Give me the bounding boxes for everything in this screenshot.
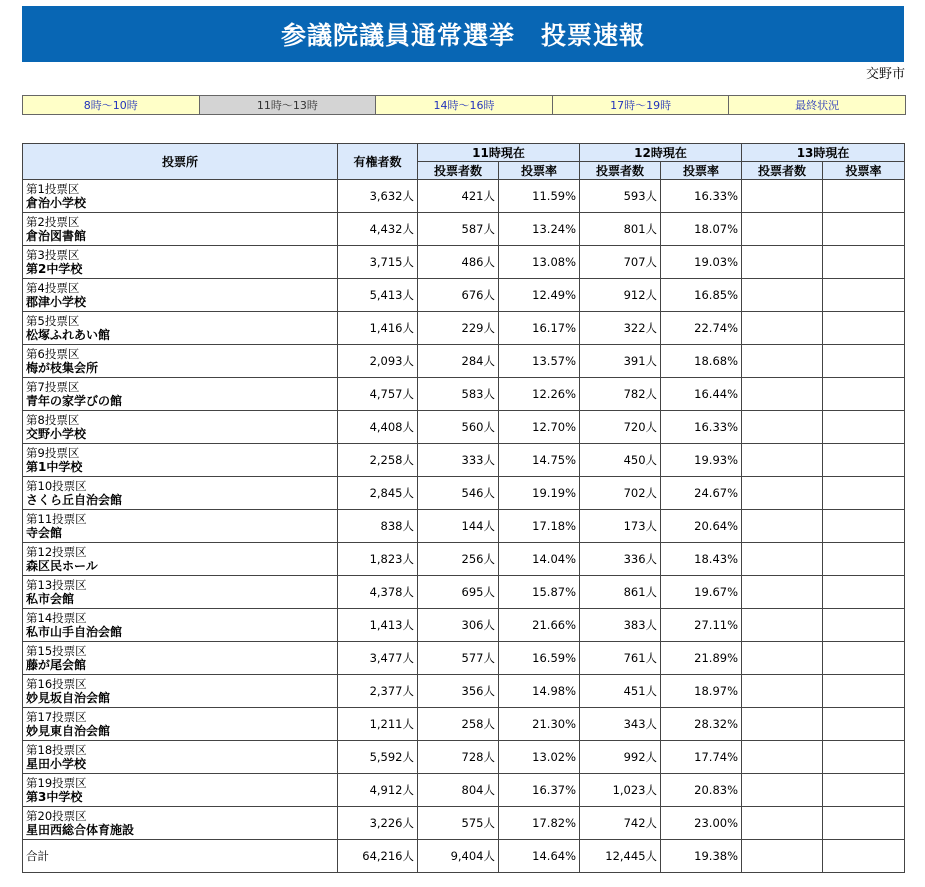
cell-r11: 13.02% <box>499 741 580 774</box>
cell-eligible: 64,216人 <box>338 840 418 873</box>
cell-r11: 21.66% <box>499 609 580 642</box>
place-cell <box>23 675 338 708</box>
cell-v12: 1,023人 <box>580 774 661 807</box>
precinct-number: 第8投票区 <box>26 413 80 427</box>
precinct-number: 第3投票区 <box>26 248 80 262</box>
cell-r13 <box>823 675 905 708</box>
cell-v12: 992人 <box>580 741 661 774</box>
header-group-11: 11時現在 <box>418 144 580 162</box>
tab-4[interactable]: 最終状況 <box>729 96 905 114</box>
header-voters: 投票者数 <box>742 162 823 180</box>
header-rate: 投票率 <box>661 162 742 180</box>
table-row <box>23 477 905 510</box>
cell-v12: 720人 <box>580 411 661 444</box>
table-row <box>23 510 905 543</box>
cell-v12: 173人 <box>580 510 661 543</box>
cell-r13 <box>823 807 905 840</box>
cell-r13 <box>823 444 905 477</box>
place-cell <box>23 279 338 312</box>
cell-v11: 676人 <box>418 279 499 312</box>
results-table <box>22 143 905 873</box>
precinct-number: 第6投票区 <box>26 347 80 361</box>
cell-r13 <box>823 180 905 213</box>
precinct-number: 第12投票区 <box>26 545 87 559</box>
polling-place-name: 藤が尾会館 <box>26 658 87 672</box>
cell-r12: 16.33% <box>661 180 742 213</box>
cell-v12: 801人 <box>580 213 661 246</box>
cell-v13 <box>742 576 823 609</box>
cell-r12: 19.38% <box>661 840 742 873</box>
cell-eligible: 4,432人 <box>338 213 418 246</box>
cell-v11: 284人 <box>418 345 499 378</box>
place-cell <box>23 378 338 411</box>
header-voters: 投票者数 <box>418 162 499 180</box>
polling-place-name: 私市山手自治会館 <box>26 625 123 639</box>
place-cell <box>23 444 338 477</box>
place-cell <box>23 609 338 642</box>
polling-place-name: 倉治小学校 <box>26 196 87 210</box>
precinct-number: 第2投票区 <box>26 215 80 229</box>
polling-place-name: 松塚ふれあい館 <box>26 328 111 342</box>
cell-r13 <box>823 510 905 543</box>
cell-eligible: 2,093人 <box>338 345 418 378</box>
cell-r12: 18.07% <box>661 213 742 246</box>
cell-eligible: 1,413人 <box>338 609 418 642</box>
place-cell <box>23 543 338 576</box>
place-cell <box>23 807 338 840</box>
precinct-number: 第10投票区 <box>26 479 87 493</box>
cell-r12: 18.97% <box>661 675 742 708</box>
cell-v11: 560人 <box>418 411 499 444</box>
header-group-13: 13時現在 <box>742 144 905 162</box>
table-row <box>23 708 905 741</box>
cell-v11: 258人 <box>418 708 499 741</box>
cell-eligible: 3,226人 <box>338 807 418 840</box>
cell-v11: 421人 <box>418 180 499 213</box>
cell-r11: 14.64% <box>499 840 580 873</box>
cell-eligible: 2,377人 <box>338 675 418 708</box>
cell-r13 <box>823 312 905 345</box>
cell-v13 <box>742 741 823 774</box>
cell-v12: 742人 <box>580 807 661 840</box>
polling-place-name: 郡津小学校 <box>26 295 87 309</box>
cell-r12: 21.89% <box>661 642 742 675</box>
cell-r11: 14.98% <box>499 675 580 708</box>
cell-r13 <box>823 246 905 279</box>
total-row <box>23 840 905 873</box>
cell-r12: 17.74% <box>661 741 742 774</box>
cell-eligible: 4,757人 <box>338 378 418 411</box>
table-row <box>23 543 905 576</box>
table-row <box>23 378 905 411</box>
precinct-number: 第16投票区 <box>26 677 87 691</box>
cell-v12: 336人 <box>580 543 661 576</box>
precinct-number: 第4投票区 <box>26 281 80 295</box>
time-tabs <box>22 95 906 115</box>
polling-place-name: 寺会館 <box>26 526 63 540</box>
cell-v13 <box>742 213 823 246</box>
cell-r12: 16.44% <box>661 378 742 411</box>
cell-r13 <box>823 345 905 378</box>
precinct-number: 第19投票区 <box>26 776 87 790</box>
cell-v12: 912人 <box>580 279 661 312</box>
precinct-number: 第20投票区 <box>26 809 87 823</box>
polling-place-name: 私市会館 <box>26 592 75 606</box>
cell-v11: 144人 <box>418 510 499 543</box>
polling-place-name: 第1中学校 <box>26 460 83 474</box>
header-group-12: 12時現在 <box>580 144 742 162</box>
table-row <box>23 642 905 675</box>
polling-place-name: 第3中学校 <box>26 790 83 804</box>
polling-place-name: 第2中学校 <box>26 262 83 276</box>
cell-r11: 14.04% <box>499 543 580 576</box>
cell-r11: 13.08% <box>499 246 580 279</box>
cell-r12: 19.93% <box>661 444 742 477</box>
place-cell <box>23 246 338 279</box>
place-cell <box>23 708 338 741</box>
cell-eligible: 2,845人 <box>338 477 418 510</box>
tab-0[interactable]: 8時～10時 <box>23 96 200 114</box>
polling-place-name: さくら丘自治会館 <box>26 493 123 507</box>
place-cell <box>23 213 338 246</box>
polling-place-name: 妙見坂自治会館 <box>26 691 111 705</box>
cell-r11: 16.59% <box>499 642 580 675</box>
polling-place-name: 交野小学校 <box>26 427 87 441</box>
page-title: 参議院議員通常選挙 投票速報 <box>280 21 645 50</box>
cell-v13 <box>742 543 823 576</box>
cell-v11: 804人 <box>418 774 499 807</box>
polling-place-name: 青年の家学びの館 <box>26 394 123 408</box>
cell-v13 <box>742 477 823 510</box>
polling-place-name: 倉治図書館 <box>26 229 87 243</box>
cell-r11: 13.24% <box>499 213 580 246</box>
precinct-number: 第9投票区 <box>26 446 80 460</box>
precinct-number: 第14投票区 <box>26 611 87 625</box>
precinct-number: 第5投票区 <box>26 314 80 328</box>
precinct-number: 第13投票区 <box>26 578 87 592</box>
cell-v13 <box>742 444 823 477</box>
cell-r11: 16.37% <box>499 774 580 807</box>
table-row <box>23 807 905 840</box>
cell-v13 <box>742 840 823 873</box>
cell-v13 <box>742 180 823 213</box>
cell-v11: 583人 <box>418 378 499 411</box>
cell-v12: 451人 <box>580 675 661 708</box>
precinct-number: 第1投票区 <box>26 182 80 196</box>
cell-v11: 356人 <box>418 675 499 708</box>
cell-eligible: 3,715人 <box>338 246 418 279</box>
table-row <box>23 741 905 774</box>
header-eligible: 有権者数 <box>338 144 418 180</box>
table-row <box>23 609 905 642</box>
header-rate: 投票率 <box>499 162 580 180</box>
cell-v11: 306人 <box>418 609 499 642</box>
tab-3[interactable]: 17時～19時 <box>553 96 730 114</box>
place-cell <box>23 642 338 675</box>
cell-r11: 21.30% <box>499 708 580 741</box>
cell-r12: 19.67% <box>661 576 742 609</box>
cell-eligible: 1,416人 <box>338 312 418 345</box>
cell-eligible: 4,378人 <box>338 576 418 609</box>
city-name: 交野市 <box>865 67 905 82</box>
cell-v11: 486人 <box>418 246 499 279</box>
cell-v11: 587人 <box>418 213 499 246</box>
cell-eligible: 1,823人 <box>338 543 418 576</box>
header-voters: 投票者数 <box>580 162 661 180</box>
table-row <box>23 675 905 708</box>
place-cell <box>23 345 338 378</box>
cell-v11: 695人 <box>418 576 499 609</box>
cell-eligible: 838人 <box>338 510 418 543</box>
table-row <box>23 345 905 378</box>
cell-v12: 593人 <box>580 180 661 213</box>
tab-2[interactable]: 14時～16時 <box>376 96 553 114</box>
precinct-number: 第11投票区 <box>26 512 87 526</box>
cell-r13 <box>823 477 905 510</box>
cell-r11: 17.82% <box>499 807 580 840</box>
place-cell: 合計 <box>23 840 338 873</box>
cell-eligible: 3,477人 <box>338 642 418 675</box>
cell-r13 <box>823 741 905 774</box>
cell-r12: 19.03% <box>661 246 742 279</box>
cell-eligible: 4,408人 <box>338 411 418 444</box>
cell-v13 <box>742 609 823 642</box>
place-cell <box>23 576 338 609</box>
cell-v12: 782人 <box>580 378 661 411</box>
cell-r11: 16.17% <box>499 312 580 345</box>
page-title-banner <box>22 6 904 62</box>
place-cell <box>23 312 338 345</box>
tab-1[interactable]: 11時～13時 <box>200 96 377 114</box>
cell-v11: 256人 <box>418 543 499 576</box>
cell-r13 <box>823 543 905 576</box>
cell-r12: 16.85% <box>661 279 742 312</box>
cell-r11: 12.49% <box>499 279 580 312</box>
cell-r12: 18.43% <box>661 543 742 576</box>
polling-place-name: 星田小学校 <box>26 757 87 771</box>
cell-r13 <box>823 609 905 642</box>
cell-v12: 12,445人 <box>580 840 661 873</box>
precinct-number: 第7投票区 <box>26 380 80 394</box>
cell-r13 <box>823 213 905 246</box>
cell-eligible: 5,413人 <box>338 279 418 312</box>
place-cell <box>23 180 338 213</box>
table-row <box>23 180 905 213</box>
cell-r12: 28.32% <box>661 708 742 741</box>
table-row <box>23 411 905 444</box>
cell-r13 <box>823 774 905 807</box>
cell-v11: 546人 <box>418 477 499 510</box>
cell-r11: 19.19% <box>499 477 580 510</box>
polling-place-name: 妙見東自治会館 <box>26 724 111 738</box>
cell-v13 <box>742 642 823 675</box>
cell-eligible: 2,258人 <box>338 444 418 477</box>
cell-v13 <box>742 279 823 312</box>
cell-v12: 343人 <box>580 708 661 741</box>
cell-v13 <box>742 675 823 708</box>
cell-v12: 383人 <box>580 609 661 642</box>
cell-r12: 22.74% <box>661 312 742 345</box>
polling-place-name: 星田西総合体育施設 <box>26 823 135 837</box>
cell-r13 <box>823 378 905 411</box>
cell-eligible: 5,592人 <box>338 741 418 774</box>
cell-v12: 391人 <box>580 345 661 378</box>
cell-r11: 12.70% <box>499 411 580 444</box>
cell-v13 <box>742 774 823 807</box>
cell-r12: 24.67% <box>661 477 742 510</box>
cell-v13 <box>742 807 823 840</box>
cell-v13 <box>742 411 823 444</box>
cell-v13 <box>742 510 823 543</box>
place-cell <box>23 411 338 444</box>
table-header <box>23 144 905 180</box>
place-cell <box>23 741 338 774</box>
precinct-number: 第18投票区 <box>26 743 87 757</box>
cell-r12: 20.64% <box>661 510 742 543</box>
cell-r12: 16.33% <box>661 411 742 444</box>
table-row <box>23 774 905 807</box>
cell-r12: 20.83% <box>661 774 742 807</box>
cell-r11: 11.59% <box>499 180 580 213</box>
table-row <box>23 246 905 279</box>
polling-place-name: 梅が枝集会所 <box>26 361 99 375</box>
cell-v13 <box>742 246 823 279</box>
cell-v13 <box>742 345 823 378</box>
cell-v12: 702人 <box>580 477 661 510</box>
place-cell <box>23 510 338 543</box>
cell-eligible: 4,912人 <box>338 774 418 807</box>
cell-v13 <box>742 708 823 741</box>
cell-v13 <box>742 378 823 411</box>
cell-r13 <box>823 411 905 444</box>
cell-v12: 707人 <box>580 246 661 279</box>
cell-r13 <box>823 279 905 312</box>
place-cell <box>23 774 338 807</box>
cell-r11: 17.18% <box>499 510 580 543</box>
cell-r13 <box>823 840 905 873</box>
cell-r13 <box>823 642 905 675</box>
cell-v11: 9,404人 <box>418 840 499 873</box>
cell-v11: 229人 <box>418 312 499 345</box>
table-row <box>23 279 905 312</box>
cell-r11: 14.75% <box>499 444 580 477</box>
precinct-number: 第15投票区 <box>26 644 87 658</box>
cell-r12: 23.00% <box>661 807 742 840</box>
table-row <box>23 576 905 609</box>
cell-r13 <box>823 576 905 609</box>
cell-v11: 577人 <box>418 642 499 675</box>
table-row <box>23 213 905 246</box>
cell-r13 <box>823 708 905 741</box>
table-body <box>23 180 905 873</box>
cell-eligible: 1,211人 <box>338 708 418 741</box>
cell-r11: 12.26% <box>499 378 580 411</box>
cell-v11: 728人 <box>418 741 499 774</box>
header-place: 投票所 <box>23 144 338 180</box>
cell-v12: 861人 <box>580 576 661 609</box>
cell-r11: 15.87% <box>499 576 580 609</box>
cell-r11: 13.57% <box>499 345 580 378</box>
place-cell <box>23 477 338 510</box>
cell-v11: 333人 <box>418 444 499 477</box>
cell-v11: 575人 <box>418 807 499 840</box>
cell-v12: 450人 <box>580 444 661 477</box>
header-rate: 投票率 <box>823 162 905 180</box>
cell-eligible: 3,632人 <box>338 180 418 213</box>
precinct-number: 第17投票区 <box>26 710 87 724</box>
table-row <box>23 312 905 345</box>
cell-v13 <box>742 312 823 345</box>
cell-r12: 18.68% <box>661 345 742 378</box>
cell-v12: 761人 <box>580 642 661 675</box>
cell-r12: 27.11% <box>661 609 742 642</box>
table-row <box>23 444 905 477</box>
cell-v12: 322人 <box>580 312 661 345</box>
polling-place-name: 森区民ホール <box>26 559 98 573</box>
